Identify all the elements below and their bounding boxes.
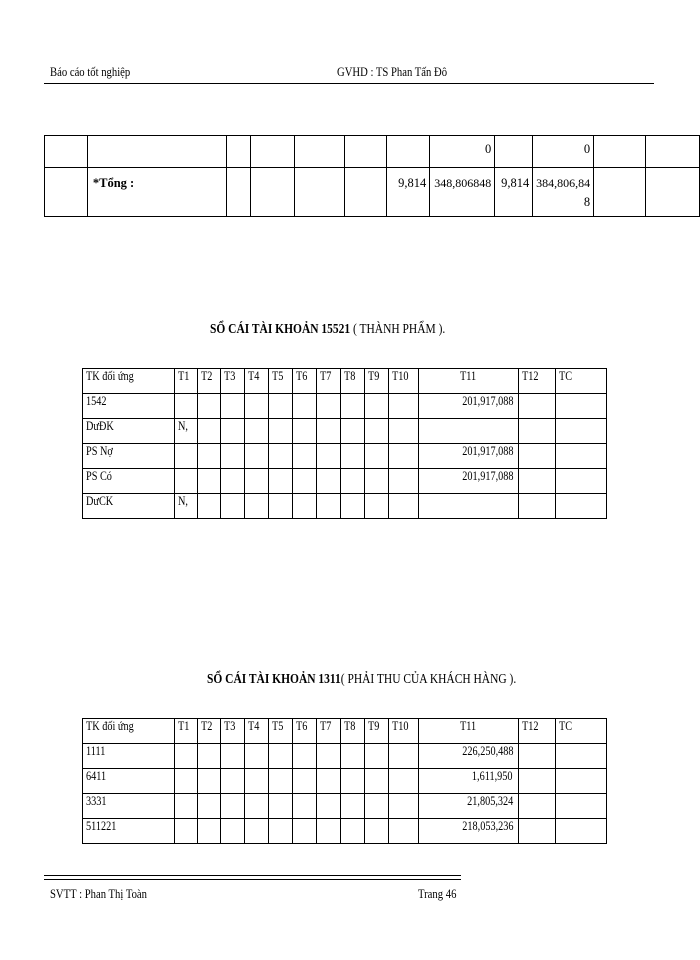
table-header-row: [83, 369, 607, 394]
col-header: TC: [556, 719, 607, 744]
table-cell: [175, 394, 198, 419]
table-row: [83, 394, 607, 419]
row-label: DưĐK: [83, 419, 175, 444]
table-row: [45, 136, 700, 168]
col-header: T2: [198, 369, 221, 394]
table-row: [83, 744, 607, 769]
col-header: T4: [245, 719, 269, 744]
table-cell: [175, 469, 198, 494]
col-header: T5: [269, 719, 293, 744]
table-cell: 201,917,088: [419, 469, 519, 494]
header-rule: [44, 83, 654, 84]
table-cell: 226,250,488: [419, 744, 519, 769]
page-number: Trang 46: [418, 886, 457, 901]
table-row: [83, 494, 607, 519]
footer-rule: [44, 875, 461, 876]
table-cell: 0: [430, 136, 495, 168]
table-row: [45, 168, 700, 217]
table-cell: 348,806848: [430, 168, 495, 217]
table-row: [83, 769, 607, 794]
table-cell: 0: [533, 136, 594, 168]
table-row: [83, 469, 607, 494]
table-row: [83, 444, 607, 469]
row-label: 1111: [83, 744, 175, 769]
col-header: T11: [419, 369, 519, 394]
table-cell: [419, 419, 519, 444]
table-cell: 201,917,088: [419, 444, 519, 469]
table-row: [83, 819, 607, 844]
ledger2-title: SỔ CÁI TÀI KHOẢN 1311( PHẢI THU CỦA KHÁCH HÀNG ).: [207, 672, 517, 687]
col-header: T11: [419, 719, 519, 744]
ledger1-title: SỔ CÁI TÀI KHOẢN 15521 ( THÀNH PHẨM ).: [210, 322, 446, 337]
table-row: [83, 419, 607, 444]
footer-rule: [44, 879, 461, 880]
col-header: T12: [519, 719, 556, 744]
row-label: 6411: [83, 769, 175, 794]
col-header: T7: [317, 719, 341, 744]
ledger2-table: [82, 718, 607, 844]
col-header: T2: [198, 719, 221, 744]
col-header: T8: [341, 369, 365, 394]
col-header: T4: [245, 369, 269, 394]
col-header: T10: [389, 369, 419, 394]
ledger1-table: [82, 368, 607, 519]
col-header: T1: [175, 369, 198, 394]
row-label: 511221: [83, 819, 175, 844]
row-label: 3331: [83, 794, 175, 819]
col-header: TK đối ứng: [83, 719, 175, 744]
row-label: 1542: [83, 394, 175, 419]
row-label: DưCK: [83, 494, 175, 519]
col-header: T9: [365, 369, 389, 394]
header-right: GVHD : TS Phan Tấn Đô: [337, 64, 448, 79]
col-header: TK đối ứng: [83, 369, 175, 394]
table-row: [83, 794, 607, 819]
table-cell: 9,814: [495, 168, 533, 217]
col-header: T8: [341, 719, 365, 744]
table-header-row: [83, 719, 607, 744]
table-cell: 1,611,950: [419, 769, 519, 794]
footer-left: SVTT : Phan Thị Toàn: [50, 886, 147, 901]
table-cell: 9,814: [387, 168, 430, 217]
table-cell: 218,053,236: [419, 819, 519, 844]
col-header: T10: [389, 719, 419, 744]
row-label: PS Nợ: [83, 444, 175, 469]
col-header: T9: [365, 719, 389, 744]
col-header: T3: [221, 369, 245, 394]
table-cell: 384,806,84 8: [533, 168, 594, 217]
table-cell: 201,917,088: [419, 394, 519, 419]
summary-table: [44, 135, 700, 217]
total-label: *Tổng :: [87, 168, 226, 217]
table-cell: N,: [175, 419, 198, 444]
col-header: T6: [293, 719, 317, 744]
table-cell: [419, 494, 519, 519]
table-cell: N,: [175, 494, 198, 519]
col-header: T12: [519, 369, 556, 394]
col-header: T3: [221, 719, 245, 744]
table-cell: 21,805,324: [419, 794, 519, 819]
col-header: T1: [175, 719, 198, 744]
col-header: TC: [556, 369, 607, 394]
row-label: PS Có: [83, 469, 175, 494]
col-header: T7: [317, 369, 341, 394]
table-cell: [175, 444, 198, 469]
col-header: T6: [293, 369, 317, 394]
col-header: T5: [269, 369, 293, 394]
header-left: Báo cáo tốt nghiệp: [50, 64, 131, 79]
